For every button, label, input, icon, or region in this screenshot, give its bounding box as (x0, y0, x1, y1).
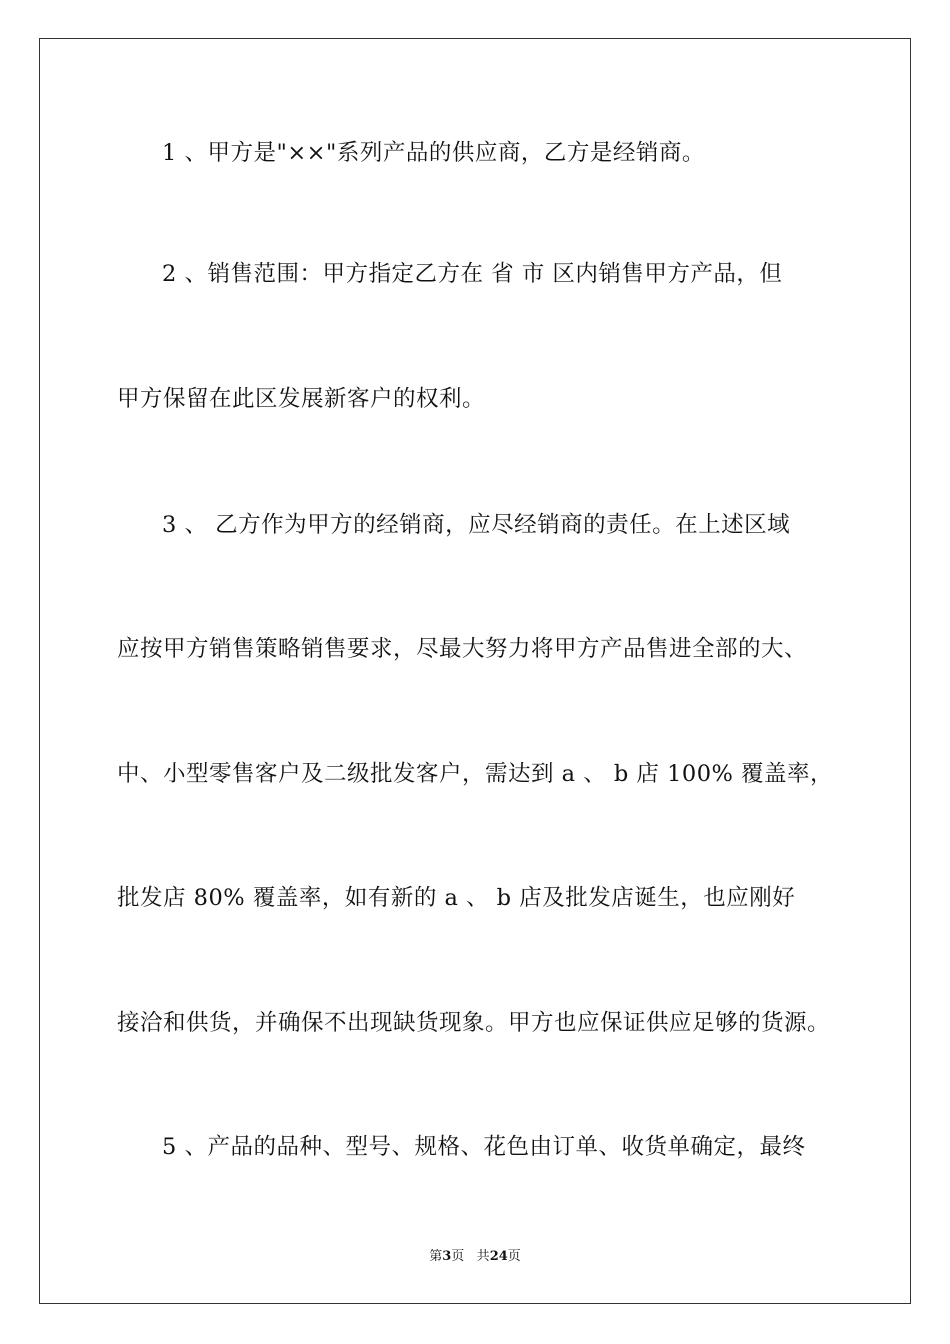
paragraph-2-line-2: 甲方保留在此区发展新客户的权利。 (117, 386, 486, 412)
paragraph-3-line-2: 应按甲方销售策略销售要求，尽最大努力将甲方产品售进全部的大、 (117, 636, 808, 662)
footer-page-suffix: 页 (451, 1249, 465, 1264)
page-border (39, 38, 911, 1304)
paragraph-5-line-1: 5 、产品的品种、型号、规格、花色由订单、收货单确定，最终 (162, 1134, 806, 1160)
footer-page-number: 3 (442, 1249, 452, 1264)
paragraph-3-line-3: 中、小型零售客户及二级批发客户，需达到 a 、 b 店 100% 覆盖率， (117, 761, 834, 787)
paragraph-3-line-5: 接洽和供货，并确保不出现缺货现象。甲方也应保证供应足够的货源。 (117, 1010, 831, 1036)
paragraph-3-line-1: 3 、 乙方作为甲方的经销商，应尽经销商的责任。在上述区域 (162, 512, 791, 538)
paragraph-3-line-4: 批发店 80% 覆盖率，如有新的 a 、 b 店及批发店诞生，也应刚好 (117, 885, 796, 911)
footer-page-prefix: 第 (429, 1249, 443, 1264)
page-footer (0, 1248, 950, 1266)
footer-total-prefix: 共 (476, 1249, 490, 1264)
footer-total-suffix: 页 (507, 1249, 521, 1264)
paragraph-1-line-1: 1 、甲方是"××"系列产品的供应商，乙方是经销商。 (162, 140, 705, 166)
footer-total-pages: 24 (489, 1249, 508, 1264)
paragraph-2-line-1: 2 、销售范围：甲方指定乙方在 省 市 区内销售甲方产品，但 (162, 261, 783, 287)
